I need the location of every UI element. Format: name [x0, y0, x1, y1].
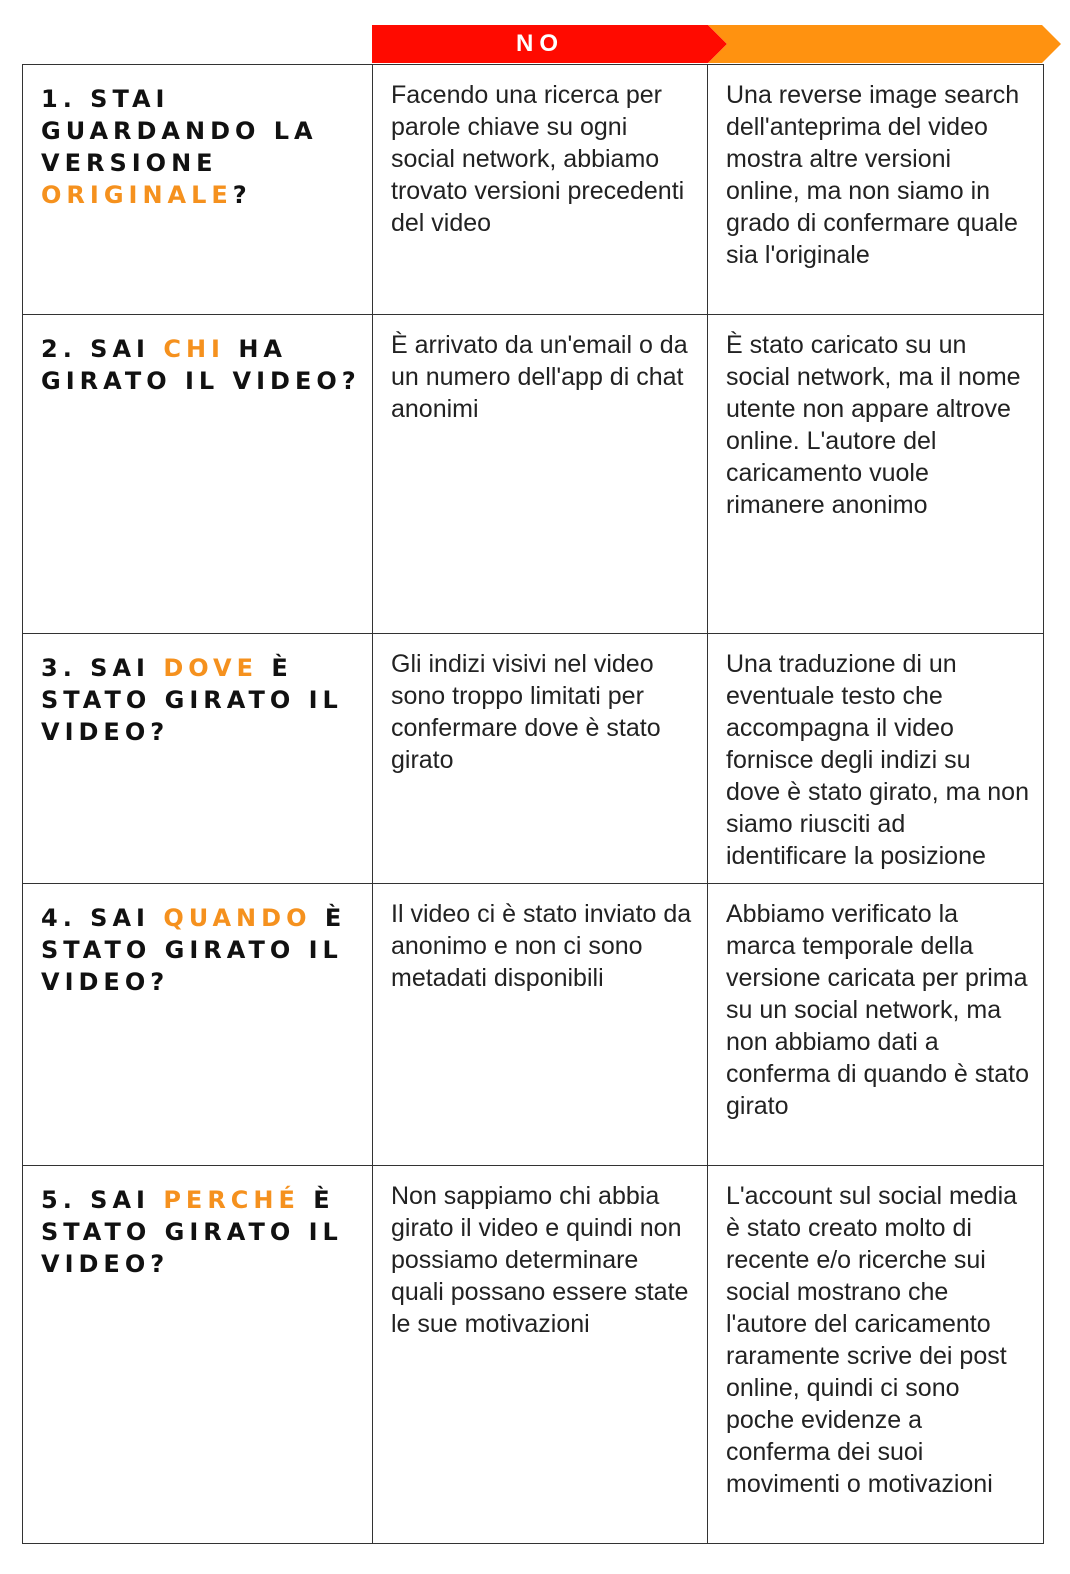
answer-cell-no: Facendo una ricerca per parole chiave su ogni social network, abbiamo trovato versioni precedenti del video: [373, 65, 708, 315]
question-keyword: DOVE: [163, 654, 258, 682]
answer-cell-no: Gli indizi visivi nel video sono troppo limitati per confermare dove è stato girato: [373, 634, 708, 884]
table-row: [23, 315, 1044, 634]
question-cell: [23, 315, 373, 634]
table-row: [23, 1166, 1044, 1544]
answer-cell-partial: L'account sul social media è stato creato molto di recente e/o ricerche sui social mostrano che l'autore del caricamento raramente scrive dei post online, quindi ci sono poche evidenze a conferma dei suoi movimenti o motivazioni: [708, 1166, 1044, 1544]
question-keyword: CHI: [163, 335, 225, 363]
question-cell: [23, 884, 373, 1166]
question-keyword: ORIGINALE: [41, 181, 233, 209]
question-cell: [23, 634, 373, 884]
answer-cell-partial: Una reverse image search dell'anteprima del video mostra altre versioni online, ma non siamo in grado di confermare quale sia l'originale: [708, 65, 1044, 315]
question-keyword: QUANDO: [163, 904, 312, 932]
question-text: 4. SAI QUANDO È STATO GIRATO IL VIDEO?: [41, 904, 347, 996]
answer-cell-no: Il video ci è stato inviato da anonimo e non ci sono metadati disponibili: [373, 884, 708, 1166]
header-bar: [372, 25, 1062, 65]
answer-cell-partial: È stato caricato su un social network, ma il nome utente non appare altrove online. L'autore del caricamento vuole rimanere anonimo: [708, 315, 1044, 634]
question-keyword: PERCHÉ: [163, 1186, 300, 1214]
answer-cell-partial: Abbiamo verificato la marca temporale della versione caricata per prima su un social network, ma non abbiamo dati a conferma di quando è stato girato: [708, 884, 1044, 1166]
table-row: [23, 634, 1044, 884]
answer-cell-partial: Una traduzione di un eventuale testo che accompagna il video fornisce degli indizi su dove è stato girato, ma non siamo riusciti ad identificare la posizione: [708, 634, 1044, 884]
verification-table: [22, 64, 1044, 1544]
header-no-label: NO: [516, 30, 564, 57]
header-orange-segment: [708, 25, 1061, 63]
table-row: [23, 884, 1044, 1166]
question-text: 3. SAI DOVE È STATO GIRATO IL VIDEO?: [41, 654, 343, 746]
question-cell: [23, 65, 373, 315]
answer-cell-no: È arrivato da un'email o da un numero dell'app di chat anonimi: [373, 315, 708, 634]
answer-cell-no: Non sappiamo chi abbia girato il video e quindi non possiamo determinare quali possano essere state le sue motivazioni: [373, 1166, 708, 1544]
question-text: 5. SAI PERCHÉ È STATO GIRATO IL VIDEO?: [41, 1186, 343, 1278]
question-text: 1. STAI GUARDANDO LA VERSIONE ORIGINALE?: [41, 85, 318, 209]
table-row: [23, 65, 1044, 315]
question-text: 2. SAI CHI HA GIRATO IL VIDEO?: [41, 335, 361, 395]
question-cell: [23, 1166, 373, 1544]
